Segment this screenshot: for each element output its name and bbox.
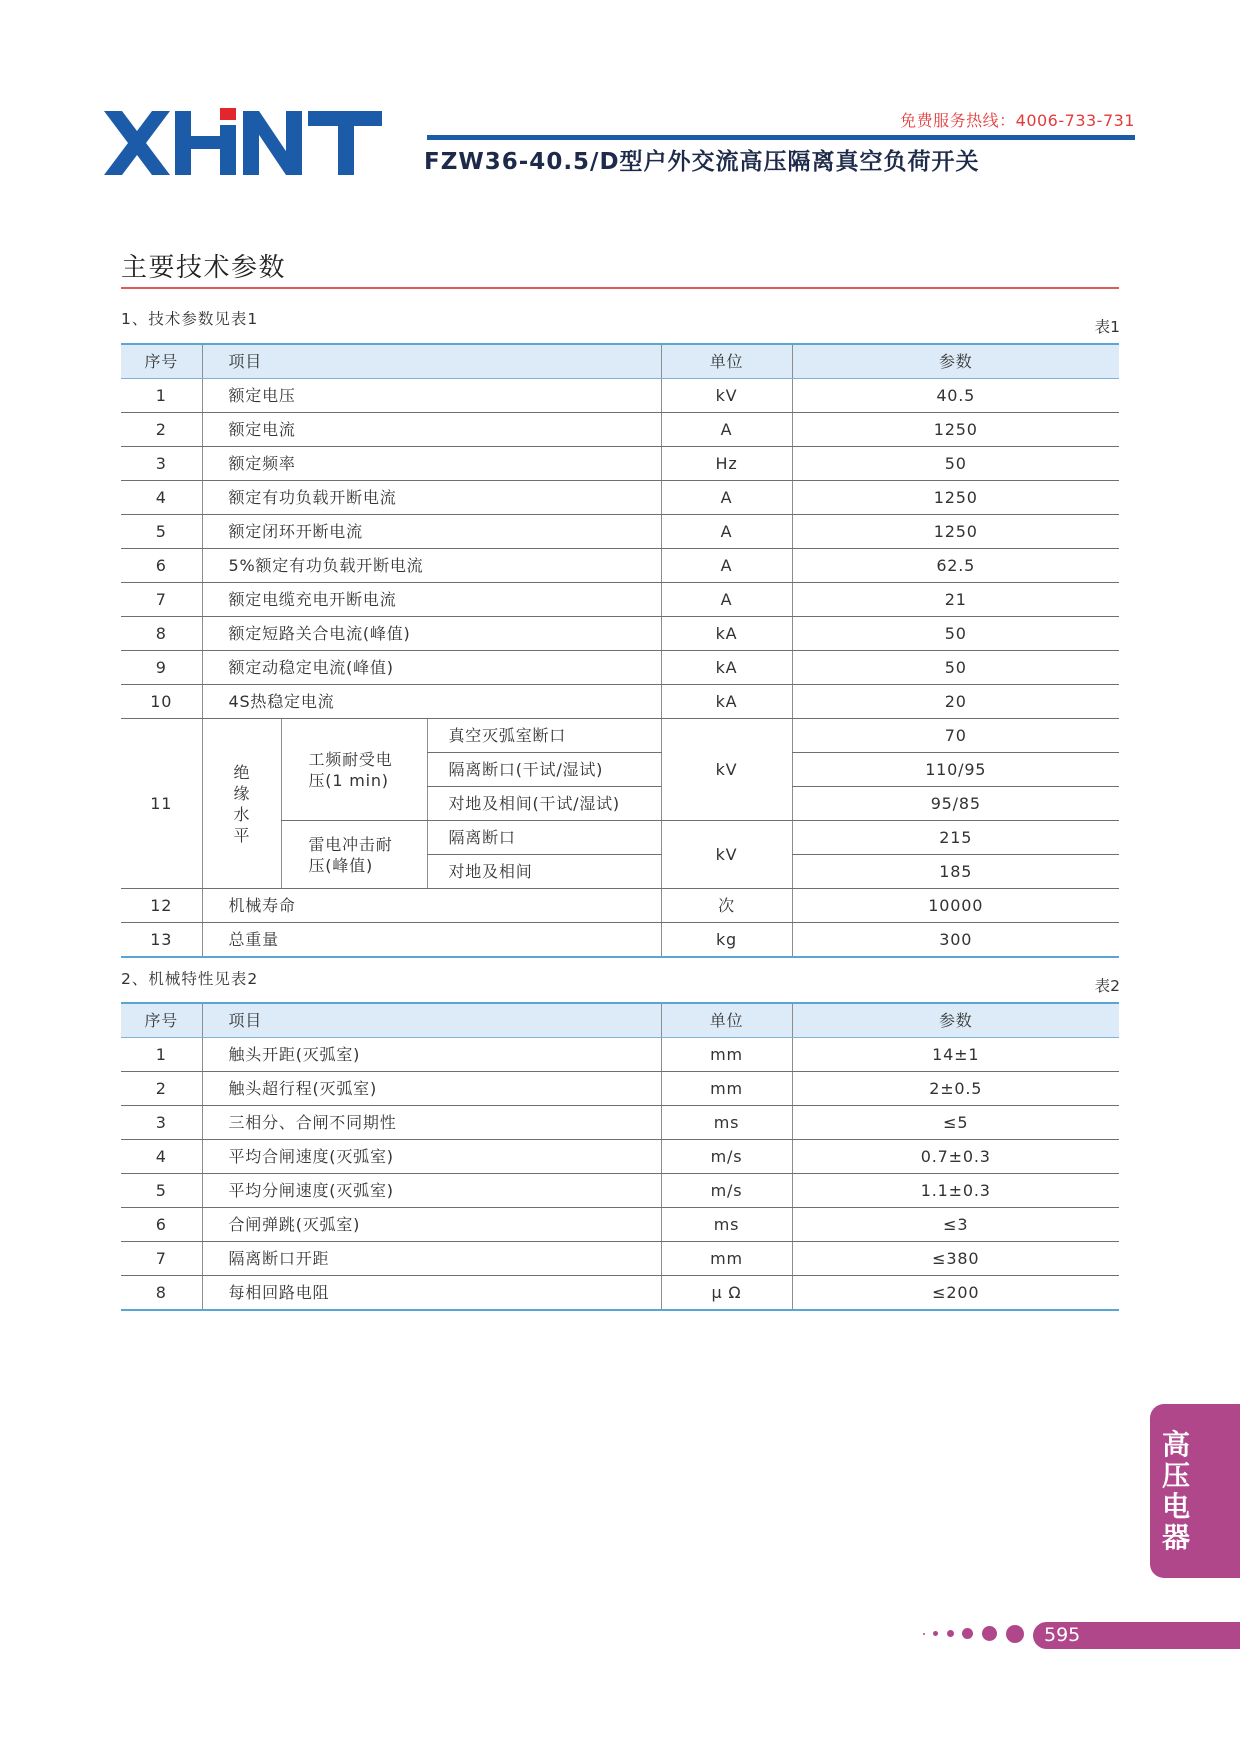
table2-label: 表2 bbox=[1094, 977, 1120, 995]
row-item: 对地及相间(干试/湿试) bbox=[427, 787, 661, 821]
row-no: 3 bbox=[121, 447, 202, 481]
row-value: ≤200 bbox=[792, 1276, 1119, 1311]
table-row bbox=[121, 447, 1119, 481]
table-row bbox=[121, 481, 1119, 515]
row-unit: kA bbox=[661, 685, 792, 719]
row-no: 7 bbox=[121, 583, 202, 617]
row-item: 三相分、合闸不同期性 bbox=[202, 1106, 661, 1140]
header-divider bbox=[427, 135, 1135, 140]
row-no: 10 bbox=[121, 685, 202, 719]
row-unit: A bbox=[661, 413, 792, 447]
row-no: 1 bbox=[121, 1038, 202, 1072]
table-row bbox=[121, 1174, 1119, 1208]
decorative-dot bbox=[1006, 1625, 1024, 1643]
table-row bbox=[121, 1140, 1119, 1174]
table-row bbox=[121, 1038, 1119, 1072]
row-value: 62.5 bbox=[792, 549, 1119, 583]
column-header-unit: 单位 bbox=[661, 1003, 792, 1038]
table-row bbox=[121, 651, 1119, 685]
row-unit: A bbox=[661, 515, 792, 549]
row-unit: m/s bbox=[661, 1174, 792, 1208]
row-no: 6 bbox=[121, 549, 202, 583]
row-no: 5 bbox=[121, 1174, 202, 1208]
row-value: 215 bbox=[792, 821, 1119, 855]
insulation-level-cell bbox=[202, 719, 281, 889]
column-header-unit: 单位 bbox=[661, 344, 792, 379]
row-no: 4 bbox=[121, 1140, 202, 1174]
row-item: 平均分闸速度(灭弧室) bbox=[202, 1174, 661, 1208]
technical-parameters-table bbox=[121, 343, 1119, 958]
row-unit: Hz bbox=[661, 447, 792, 481]
table1-intro: 1、技术参数见表1 bbox=[121, 310, 259, 328]
product-title: FZW36-40.5/D型户外交流高压隔离真空负荷开关 bbox=[424, 149, 980, 175]
xhnt-logo bbox=[104, 108, 384, 176]
row-item: 隔离断口开距 bbox=[202, 1242, 661, 1276]
row-no: 13 bbox=[121, 923, 202, 958]
table-row bbox=[121, 889, 1119, 923]
row-unit: kV bbox=[661, 821, 792, 889]
row-no: 2 bbox=[121, 413, 202, 447]
table-row bbox=[121, 1242, 1119, 1276]
row-unit: mm bbox=[661, 1242, 792, 1276]
row-value: 110/95 bbox=[792, 753, 1119, 787]
service-hotline: 免费服务热线：4006-733-731 bbox=[900, 111, 1135, 130]
row-no: 8 bbox=[121, 617, 202, 651]
row-item: 额定电压 bbox=[202, 379, 661, 413]
row-unit: kV bbox=[661, 719, 792, 821]
table-row bbox=[121, 719, 1119, 753]
row-no: 8 bbox=[121, 1276, 202, 1311]
row-value: 1.1±0.3 bbox=[792, 1174, 1119, 1208]
row-value: 70 bbox=[792, 719, 1119, 753]
row-no: 9 bbox=[121, 651, 202, 685]
row-item: 对地及相间 bbox=[427, 855, 661, 889]
row-item: 额定短路关合电流(峰值) bbox=[202, 617, 661, 651]
row-item: 机械寿命 bbox=[202, 889, 661, 923]
column-header-no: 序号 bbox=[121, 1003, 202, 1038]
row-value: 14±1 bbox=[792, 1038, 1119, 1072]
row-value: 50 bbox=[792, 617, 1119, 651]
table2-intro: 2、机械特性见表2 bbox=[121, 970, 259, 988]
row-value: 1250 bbox=[792, 481, 1119, 515]
row-item: 额定电流 bbox=[202, 413, 661, 447]
table-header-row bbox=[121, 1003, 1119, 1038]
table-row bbox=[121, 1106, 1119, 1140]
category-side-tab bbox=[1150, 1404, 1240, 1578]
table-row bbox=[121, 515, 1119, 549]
decorative-dot bbox=[947, 1630, 954, 1637]
row-item: 额定有功负载开断电流 bbox=[202, 481, 661, 515]
section-divider bbox=[121, 287, 1119, 289]
row-value: 40.5 bbox=[792, 379, 1119, 413]
table-row bbox=[121, 1276, 1119, 1311]
lightning-impulse-withstand-label: 雷电冲击耐压(峰值) bbox=[281, 821, 427, 889]
table-row bbox=[121, 1072, 1119, 1106]
row-no: 3 bbox=[121, 1106, 202, 1140]
decorative-dot bbox=[933, 1631, 938, 1636]
row-item: 额定闭环开断电流 bbox=[202, 515, 661, 549]
row-no: 1 bbox=[121, 379, 202, 413]
row-value: 50 bbox=[792, 651, 1119, 685]
table-row bbox=[121, 1208, 1119, 1242]
row-no: 6 bbox=[121, 1208, 202, 1242]
row-item: 合闸弹跳(灭弧室) bbox=[202, 1208, 661, 1242]
row-value: ≤3 bbox=[792, 1208, 1119, 1242]
row-unit: kg bbox=[661, 923, 792, 958]
row-item: 平均合闸速度(灭弧室) bbox=[202, 1140, 661, 1174]
table-row bbox=[121, 583, 1119, 617]
row-no: 2 bbox=[121, 1072, 202, 1106]
row-no: 5 bbox=[121, 515, 202, 549]
row-value: 2±0.5 bbox=[792, 1072, 1119, 1106]
table-row bbox=[121, 617, 1119, 651]
category-side-tab-label: 高压电器 bbox=[1162, 1428, 1191, 1554]
row-no: 4 bbox=[121, 481, 202, 515]
row-unit: kV bbox=[661, 379, 792, 413]
row-unit: m/s bbox=[661, 1140, 792, 1174]
row-item: 5%额定有功负载开断电流 bbox=[202, 549, 661, 583]
row-item: 额定电缆充电开断电流 bbox=[202, 583, 661, 617]
row-item: 4S热稳定电流 bbox=[202, 685, 661, 719]
row-item: 每相回路电阻 bbox=[202, 1276, 661, 1311]
row-value: ≤5 bbox=[792, 1106, 1119, 1140]
row-unit: ms bbox=[661, 1106, 792, 1140]
row-unit: ms bbox=[661, 1208, 792, 1242]
row-no: 12 bbox=[121, 889, 202, 923]
row-unit: A bbox=[661, 549, 792, 583]
row-value: 185 bbox=[792, 855, 1119, 889]
row-item: 总重量 bbox=[202, 923, 661, 958]
row-value: 50 bbox=[792, 447, 1119, 481]
row-value: 10000 bbox=[792, 889, 1119, 923]
column-header-value: 参数 bbox=[792, 1003, 1119, 1038]
row-unit: kA bbox=[661, 651, 792, 685]
table-row bbox=[121, 549, 1119, 583]
column-header-item: 项目 bbox=[202, 344, 661, 379]
table-row bbox=[121, 685, 1119, 719]
row-item: 真空灭弧室断口 bbox=[427, 719, 661, 753]
decorative-dot bbox=[962, 1628, 973, 1639]
table-header-row bbox=[121, 344, 1119, 379]
row-unit: A bbox=[661, 481, 792, 515]
row-value: 21 bbox=[792, 583, 1119, 617]
section-title: 主要技术参数 bbox=[121, 253, 287, 283]
row-value: 95/85 bbox=[792, 787, 1119, 821]
column-header-value: 参数 bbox=[792, 344, 1119, 379]
row-unit: mm bbox=[661, 1038, 792, 1072]
row-no: 7 bbox=[121, 1242, 202, 1276]
power-frequency-withstand-label: 工频耐受电压(1 min) bbox=[281, 719, 427, 821]
table-row bbox=[121, 379, 1119, 413]
row-item: 触头开距(灭弧室) bbox=[202, 1038, 661, 1072]
row-value: 20 bbox=[792, 685, 1119, 719]
row-value: 300 bbox=[792, 923, 1119, 958]
row-item: 隔离断口 bbox=[427, 821, 661, 855]
row-value: ≤380 bbox=[792, 1242, 1119, 1276]
row-no: 11 bbox=[121, 719, 202, 889]
page-number-badge bbox=[1033, 1622, 1240, 1649]
decorative-dot bbox=[923, 1633, 925, 1635]
mechanical-characteristics-table bbox=[121, 1002, 1119, 1311]
row-item: 隔离断口(干试/湿试) bbox=[427, 753, 661, 787]
row-unit: μ Ω bbox=[661, 1276, 792, 1311]
row-item: 触头超行程(灭弧室) bbox=[202, 1072, 661, 1106]
row-unit: kA bbox=[661, 617, 792, 651]
decorative-dot bbox=[982, 1626, 997, 1641]
insulation-level-label: 绝缘水平 bbox=[233, 762, 250, 845]
page-number: 595 bbox=[1044, 1624, 1081, 1646]
row-item: 额定动稳定电流(峰值) bbox=[202, 651, 661, 685]
table1-label: 表1 bbox=[1094, 318, 1120, 336]
row-value: 1250 bbox=[792, 413, 1119, 447]
column-header-item: 项目 bbox=[202, 1003, 661, 1038]
row-value: 1250 bbox=[792, 515, 1119, 549]
table-row bbox=[121, 413, 1119, 447]
row-item: 额定频率 bbox=[202, 447, 661, 481]
table-row bbox=[121, 923, 1119, 958]
row-value: 0.7±0.3 bbox=[792, 1140, 1119, 1174]
row-unit: A bbox=[661, 583, 792, 617]
row-unit: mm bbox=[661, 1072, 792, 1106]
column-header-no: 序号 bbox=[121, 344, 202, 379]
row-unit: 次 bbox=[661, 889, 792, 923]
